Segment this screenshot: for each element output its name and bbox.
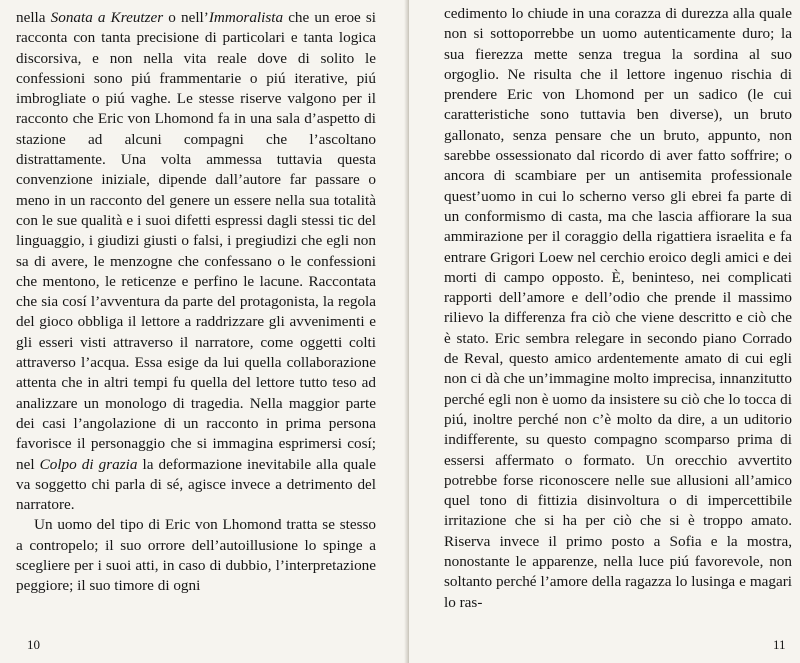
paragraph xyxy=(16,8,376,515)
italic-title: Immoralista xyxy=(208,9,284,26)
text-run: che un eroe si racconta con tanta precisione di particolari e tanta logica discorsiva, e non nella vita reale dove di solito le confessioni sono piú frammentarie o piú iterative, piú imbrogliate o piú vaghe. Le stesse riserve valgono per il racconto che Eric von Lhomond fa in una sala d’aspetto di stazione ad alcuni compagni che l’ascoltano distrattamente. Una volta ammessa tuttavia questa convenzione iniziale, dipende dall’autore far passare o meno in un racconto del genere un essere nella sua totalità con le sue qualità e i suoi difetti espressi dagli stessi tic del linguaggio, i giudizi giusti o falsi, i pregiudizi che egli non sa di avere, le menzogne che confessano o le confessioni che mentono, le reticenze e perfino le lacune. Raccontata che sia cosí l’avventura da parte del protagonista, la regola del gioco obbliga il lettore a raddrizzare gli avvenimenti e gli esseri visti attraverso il narratore, come oggetti colti attraverso l’acqua. Essa esige da lui quella collaborazione attenta che in altri tempi fu quella del lettore tutto teso ad analizzare un monologo di tragedia. Nella maggior parte dei casi l’angolazione di un racconto in prima persona favorisce il personaggio che si immagina esprimersi cosí; nel xyxy=(16,9,377,473)
right-page-text xyxy=(444,4,792,613)
italic-title: Colpo di grazia xyxy=(39,455,138,473)
text-run: nella xyxy=(16,9,51,26)
paragraph xyxy=(444,4,792,613)
left-page-number: 10 xyxy=(27,637,40,652)
italic-title: Sonata a Kreutzer xyxy=(50,9,164,26)
text-run: Un uomo del tipo di Eric von Lhomond tratta se stesso a contropelo; il suo orrore dell’autoillusione lo spinge a scegliere per i suoi atti, in caso di dubbio, l’interpretazione peggiore; il suo timore di ogni xyxy=(16,516,376,595)
right-page xyxy=(409,0,800,663)
text-run: cedimento lo chiude in una corazza di durezza alla quale non si sottoporrebbe un uomo autenticamente duro; la sua fierezza mette senza tregua la sordina al suo orgoglio. Ne risulta che il lettore ingenuo rischia di prendere Eric von Lhomond per un sadico (le cui caratteristiche sono tuttavia ben diverse), un bruto gallonato, senza pensare che un bruto, appunto, non sarebbe ossessionato dal ricordo di aver fatto soffrire; o ancora di scambiare per un antisemita professionale quest’uomo in cui lo scherno verso gli ebrei fa parte di un conformismo di casta, ma che lascia affiorare la sua ammirazione per il coraggio della rigattiera israelita e fa entrare Grigori Loew nel cerchio eroico degli amici e dei morti di campo opposto. È, beninteso, nei complicati rapporti dell’amore e dell’odio che prende il massimo rilievo la differenza fra ciò che viene descritto e ciò che è stato. Eric sembra relegare in secondo piano Corrado de Reval, questo amico ardentemente amato di cui egli non ci dà che un’immagine molto imprecisa, innanzitutto perché egli non è uomo da insistere su ciò che lo tocca di piú, inoltre perché non c’è molto da dire, a un uditorio indifferente, su questo compagno scomparso prima di essersi affermato o formato. Un orecchio avvertito potrebbe forse riconoscere nelle sue allusioni all’amico quel tono di fittizia disinvoltura o di impercettibile irritazione che si ha per ciò che si è troppo amato. Riserva invece il primo posto a Sofia e la mostra, nonostante le apparenze, nella luce piú favorevole, non soltanto perché l’amore della ragazza lo lusinga e magari lo ras- xyxy=(444,5,792,611)
left-page-text xyxy=(16,8,376,597)
text-run: o nell’ xyxy=(163,9,209,26)
paragraph xyxy=(16,515,376,596)
text-run: la deformazione inevitabile alla quale va soggetto chi parla di sé, agisce invece a detrimento del narratore. xyxy=(16,455,376,514)
right-page-number: 11 xyxy=(773,637,786,652)
